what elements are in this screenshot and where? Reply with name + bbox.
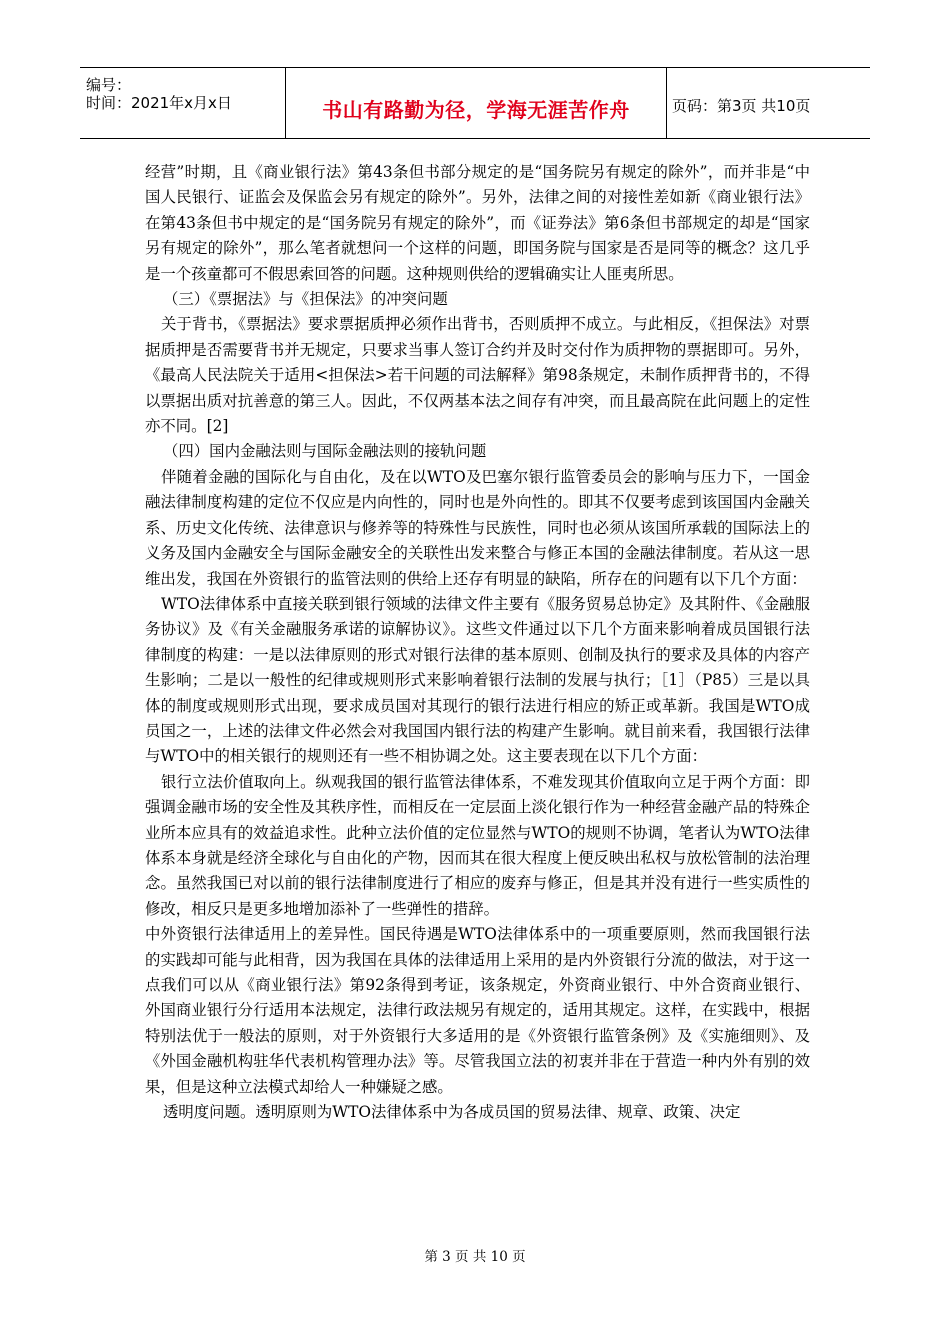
- section-heading: （四）国内金融法则与国际金融法则的接轨问题: [163, 442, 487, 461]
- page-footer: 第 3 页 共 10 页: [424, 1249, 526, 1265]
- document-number-label: 编号：: [86, 76, 132, 94]
- body-paragraph: 经营”时期，且《商业银行法》第43条但书部分规定的是“国务院另有规定的除外”，而并非是“中国人民银行、证监会及保监会另有规定的除外”。另外，法律之间的对接性差如新《商业银行法》在第43条但书中规定的是“国务院另有规定的除外”，而《证券法》第6条但书部规定的却是“国家另有规定的除外”，那么笔者就想问一个这样的问题，即国务院与国家是否是同等的概念？这几乎是一个孩童都可不假思索回答的问题。这种规则供给的逻辑确实让人匪夷所思。: [145, 163, 810, 283]
- section-heading: （三）《票据法》与《担保法》的冲突问题: [163, 290, 448, 309]
- body-paragraph: WTO法律体系中直接关联到银行领域的法律文件主要有《服务贸易总协定》及其附件、《金融服务协议》及《有关金融服务承诺的谅解协议》。这些文件通过以下几个方面来影响着成员国银行法律制度的构建：一是以法律原则的形式对银行法律的基本原则、创制及执行的要求及具体的内容产生影响；二是以一般性的纪律或规则形式来影响着银行法制的发展与执行；［1］（P85）三是以具体的制度或规则形式出现，要求成员国对其现行的银行法进行相应的矫正或革新。我国是WTO成员国之一，上述的法律文件必然会对我国国内银行法的构建产生影响。就目前来看，我国银行法律与WTO中的相关银行的规则还有一些不相协调之处。这主要表现在以下几个方面：: [145, 594, 810, 766]
- body-paragraph: 伴随着金融的国际化与自由化，及在以WTO及巴塞尔银行监管委员会的影响与压力下，一国金融法律制度构建的定位不仅应是内向性的，同时也是外向性的。即其不仅要考虑到该国国内金融关系、历史文化传统、法律意识与修养等的特殊性与民族性，同时也必须从该国所承载的国际法上的义务及国内金融安全与国际金融安全的关联性出发来整合与修正本国的金融法律制度。若从这一思维出发，我国在外资银行的监管法则的供给上还存有明显的缺陷，所存在的问题有以下几个方面：: [145, 467, 810, 588]
- body-paragraph: 中外资银行法律适用上的差异性。国民待遇是WTO法律体系中的一项重要原则，然而我国银行法的实践却可能与此相背，因为我国在具体的法律适用上采用的是内外资银行分流的做法，对于这一点我们可以从《商业银行法》第92条得到考证，该条规定，外资商业银行、中外合资商业银行、外国商业银行分行适用本法规定，法律行政法规另有规定的，适用其规定。这样，在实践中，根据特别法优于一般法的原则，对于外资银行大多适用的是《外资银行监管条例》及《实施细则》、及《外国金融机构驻华代表机构管理办法》等。尽管我国立法的初衷并非在于营造一种内外有别的效果，但是这种立法模式却给人一种嫌疑之感。: [145, 925, 810, 1096]
- page-header: [80, 67, 870, 139]
- header-left-cell: [80, 68, 285, 138]
- body-paragraph: 银行立法价值取向上。纵观我国的银行监管法律体系，不难发现其价值取向立足于两个方面：即强调金融市场的安全性及其秩序性，而相反在一定层面上淡化银行作为一种经营金融产品的特殊企业所本应具有的效益追求性。此种立法价值的定位显然与WTO的规则不协调，笔者认为WTO法律体系本身就是经济全球化与自由化的产物，因而其在很大程度上便反映出私权与放松管制的法治理念。虽然我国已对以前的银行法律制度进行了相应的废弃与修正，但是其并没有进行一些实质性的修改，相反只是更多地增加添补了一些弹性的措辞。: [145, 772, 810, 918]
- header-motto: 书山有路勤为径，学海无涯苦作舟: [322, 98, 630, 122]
- body-paragraph: 透明度问题。透明原则为WTO法律体系中为各成员国的贸易法律、规章、政策、决定: [163, 1103, 741, 1122]
- document-body: [145, 160, 810, 1125]
- header-motto-cell: [285, 68, 667, 138]
- body-paragraph: 关于背书，《票据法》要求票据质押必须作出背书，否则质押不成立。与此相反，《担保法》对票据质押是否需要背书并无规定，只要求当事人签订合约并及时交付作为质押物的票据即可。另外，《最高人民法院关于适用<担保法>若干问题的司法解释》第98条规定，未制作质押背书的，不得以票据出质对抗善意的第三人。因此，不仅两基本法之间存有冲突，而且最高院在此问题上的定性亦不同。[2]: [145, 315, 810, 436]
- header-page-info: 页码：第3页 共10页: [672, 97, 811, 115]
- document-date: 时间：2021年x月x日: [86, 94, 232, 112]
- header-right-cell: [666, 68, 870, 138]
